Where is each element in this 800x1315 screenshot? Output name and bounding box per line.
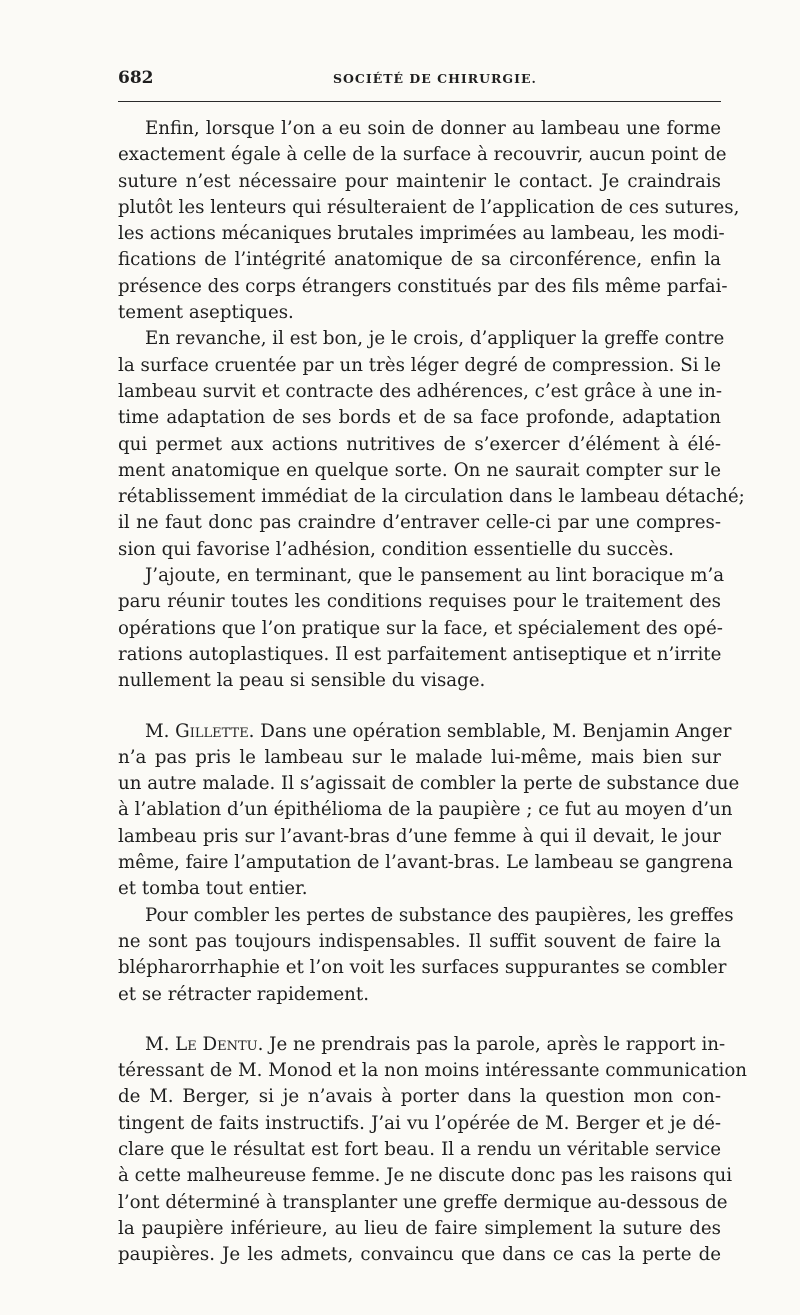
paragraph [118,903,734,1008]
text-line: fications de l’intégrité anatomique de sa circonférence, enfin la [118,249,721,271]
text-line: rétablissement immédiat de la circulation dans le lambeau détaché; [118,486,745,508]
text-line: ne sont pas toujours indispensables. Il suffit souvent de faire la [118,930,721,952]
text-line [118,719,732,745]
text-line: tement aseptiques. [118,302,294,324]
text-line: opérations que l’on pratique sur la face, et spécialement des opé- [118,617,723,639]
text-line: Pour combler les pertes de substance des paupières, les greffes [145,904,734,926]
text-line: plutôt les lenteurs qui résulteraient de l’application de ces sutures, [118,196,740,218]
section-gap [118,1008,721,1032]
text-line: sion qui favorise l’adhésion, condition essentielle du succès. [118,538,674,560]
text-line: de M. Berger, si je n’avais à porter dans la question mon con- [118,1086,721,1108]
text-line: paupières. Je les admets, convaincu que dans ce cas la perte de [118,1244,721,1266]
text-line: n’a pas pris le lambeau sur le malade lui-même, mais bien sur [118,746,721,768]
text-line [118,1032,726,1058]
speaker-name: M. Le Dentu. [145,1033,264,1055]
paragraph [118,563,725,694]
text-line: clare que le résultat est fort beau. Il a rendu un véritable service [118,1138,721,1160]
text-line: qui permet aux actions nutritives de s’exercer d’élément à élé- [118,433,721,455]
text-line: paru réunir toutes les conditions requises pour le traitement des [118,591,721,613]
text-line: l’ont déterminé à transplanter une greffe dermique au-dessous de [118,1191,728,1213]
text-line: présence des corps étrangers constitués par des fils même parfai- [118,275,728,297]
text-line: et se rétracter rapidement. [118,983,369,1005]
text-line: la surface cruentée par un très léger degré de compression. Si le [118,354,721,376]
text-line: ment anatomique en quelque sorte. On ne saurait compter sur le [118,459,721,481]
text-line: un autre malade. Il s’agissait de combler la perte de substance due [118,773,740,795]
header-rule [118,101,721,102]
page-number: 682 [118,68,154,88]
section-gap [118,695,721,719]
text-line: à l’ablation d’un épithélioma de la paupière ; ce fut au moyen d’un [118,799,733,821]
text-line-rest: Je ne prendrais pas la parole, après le rapport in- [263,1033,726,1055]
page-header [118,68,720,92]
text-line-rest: Dans une opération semblable, M. Benjamin Anger [254,720,732,742]
text-line: à cette malheureuse femme. Je ne discute donc pas les raisons qui [118,1165,733,1187]
paragraph [118,326,745,563]
text-line: J’ajoute, en terminant, que le pansement au lint boracique m’a [145,565,725,587]
page-body [118,116,747,1268]
text-line: suture n’est nécessaire pour maintenir le contact. Je craindrais [118,170,721,192]
text-line: lambeau pris sur l’avant-bras d’une femme à qui il devait, le jour [118,825,721,847]
text-line: même, faire l’amputation de l’avant-bras. Le lambeau se gangrena [118,852,733,874]
text-line: time adaptation de ses bords et de sa face profonde, adaptation [118,407,721,429]
text-line: exactement égale à celle de la surface à recouvrir, aucun point de [118,144,727,166]
speaker-name: M. Gillette. [145,720,255,742]
text-line: lambeau survit et contracte des adhérences, c’est grâce à une in- [118,380,722,402]
text-line: nullement la peau si sensible du visage. [118,670,486,692]
le-dentu-remark [118,1032,747,1269]
text-line: et tomba tout entier. [118,878,308,900]
text-line: rations autoplastiques. Il est parfaitement antiseptique et n’irrite [118,643,722,665]
running-title: SOCIÉTÉ DE CHIRURGIE. [333,71,537,86]
gillette-remark [118,719,740,903]
text-line: tingent de faits instructifs. J’ai vu l’opérée de M. Berger et je dé- [118,1112,721,1134]
text-line: la paupière inférieure, au lieu de faire simplement la suture des [118,1217,721,1239]
paragraph [118,116,740,326]
text-line: blépharorrhaphie et l’on voit les surfaces suppurantes se combler [118,957,727,979]
text-line: En revanche, il est bon, je le crois, d’appliquer la greffe contre [145,328,725,350]
text-line: téressant de M. Monod et la non moins intéressante communication [118,1060,747,1082]
text-line: il ne faut donc pas craindre d’entraver celle-ci par une compres- [118,512,721,534]
text-line: les actions mécaniques brutales imprimées au lambeau, les modi- [118,223,725,245]
text-line: Enfin, lorsque l’on a eu soin de donner au lambeau une forme [145,118,721,139]
